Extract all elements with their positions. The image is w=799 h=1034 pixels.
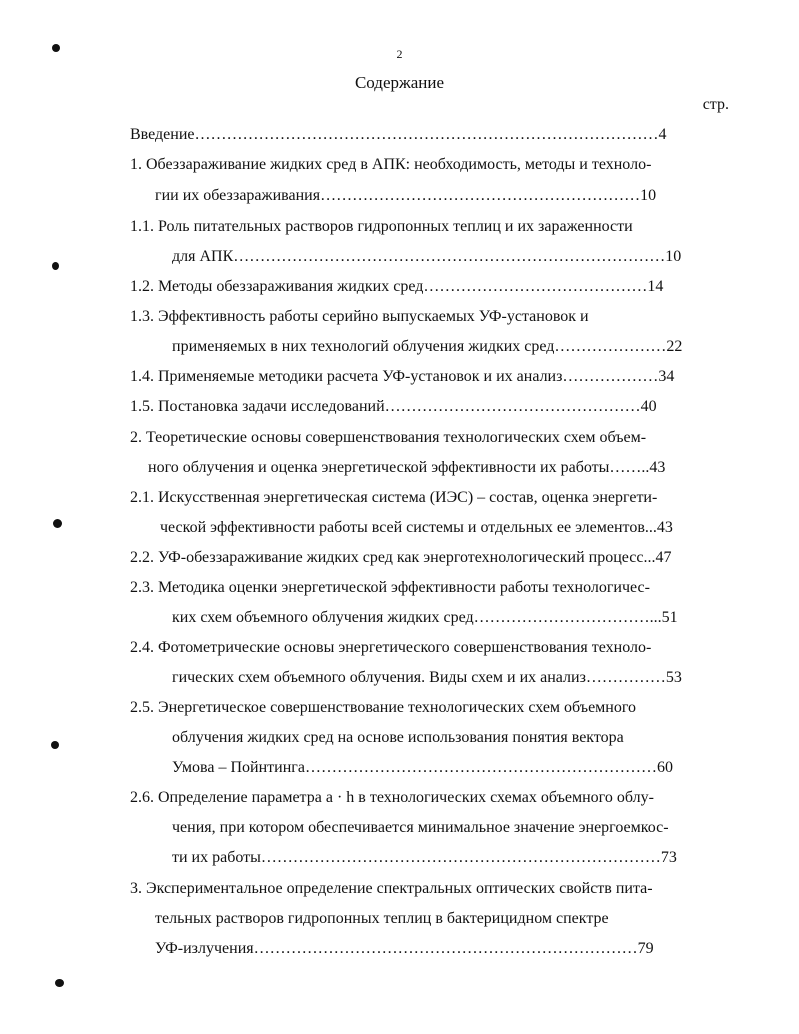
scan-mark [52,44,60,52]
toc-line: 1.5. Постановка задачи исследований…………………………………………40 [130,398,657,415]
toc-line: 1.1. Роль питательных растворов гидропонных теплиц и их зараженности [130,218,633,235]
toc-line: 2.2. УФ-обеззараживание жидких сред как энерготехнологический процесс...47 [130,549,672,566]
page-number: 2 [396,47,403,61]
scan-mark [52,262,59,270]
toc-line: ческой эффективности работы всей системы и отдельных ее элементов...43 [160,519,673,536]
toc-line: ти их работы…………………………………………………………………73 [172,849,677,866]
toc-line: Введение……………………………………………………………………………4 [130,126,667,143]
toc-line: УФ-излучения………………………………………………………………79 [155,940,654,957]
toc-line: ного облучения и оценка энергетической эффективности их работы……..43 [148,459,666,476]
page-title: Содержание [354,73,445,92]
toc-line: для АПК………………………………………………………………………10 [172,248,682,265]
toc-line: 2.4. Фотометрические основы энергетического совершенствования техноло- [130,639,652,656]
toc-line: 1.2. Методы обеззараживания жидких сред……………………………………14 [130,278,664,295]
toc-line: гии их обеззараживания……………………………………………………10 [155,187,657,204]
scan-mark [51,741,59,749]
toc-line: применяемых в них технологий облучения жидких сред…………………22 [172,338,683,355]
toc-line: 2.6. Определение параметра a · h в технологических схемах объемного облу- [130,789,654,806]
toc-line: 3. Экспериментальное определение спектральных оптических свойств пита- [130,880,653,897]
scan-mark [53,519,62,528]
toc-line: 2. Теоретические основы совершенствования технологических схем объем- [130,429,647,446]
scan-mark [55,979,64,987]
toc-line: 1.3. Эффективность работы серийно выпускаемых УФ-установок и [130,308,589,325]
toc-line: гических схем объемного облучения. Виды схем и их анализ……………53 [172,669,682,686]
toc-line: 2.5. Энергетическое совершенствование технологических схем объемного [130,699,637,716]
toc-line: чения, при котором обеспечивается минимальное значение энергоемкос- [172,819,669,836]
toc-line: ких схем объемного облучения жидких сред……………………………...51 [172,609,678,626]
toc-line: 1.4. Применяемые методики расчета УФ-установок и их анализ………………34 [130,368,675,385]
toc-line: 2.1. Искусственная энергетическая система (ИЭС) – состав, оценка энергети- [130,489,658,506]
toc-line: 2.3. Методика оценки энергетической эффективности работы технологичес- [130,579,650,596]
toc-line: тельных растворов гидропонных теплиц в бактерицидном спектре [155,910,609,927]
toc-line: Умова – Пойнтинга…………………………………………………………60 [172,759,673,776]
page-column-label: стр. [702,96,729,113]
toc-line: 1. Обеззараживание жидких сред в АПК: необходимость, методы и техноло- [130,156,652,173]
toc-line: облучения жидких сред на основе использования понятия вектора [172,729,624,746]
